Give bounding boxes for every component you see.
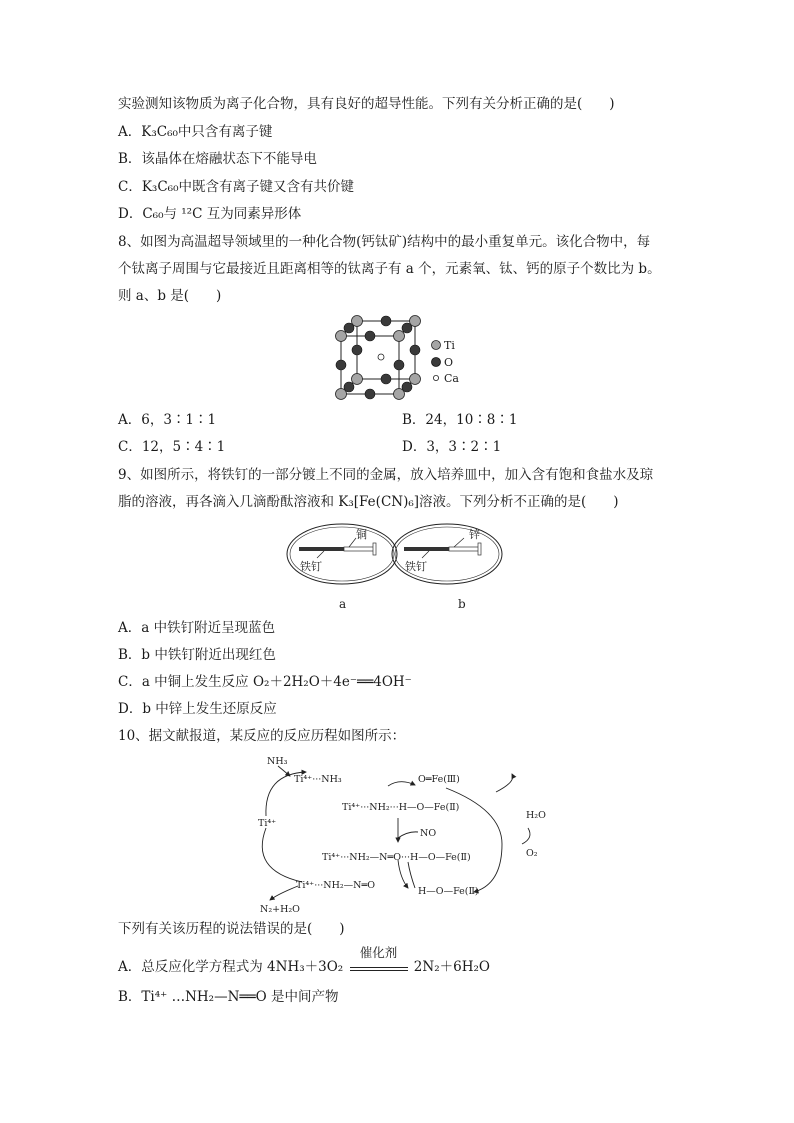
legend-ti: Ti bbox=[444, 339, 455, 352]
q7-stem: 实验测知该物质为离子化合物，具有良好的超导性能。下列有关分析正确的是( ) bbox=[118, 96, 615, 112]
q10-question: 下列有关该历程的说法错误的是( ) bbox=[118, 921, 345, 937]
q8-stem-line1: 8、如图为高温超导领域里的一种化合物(钙钛矿)结构中的最小重复单元。该化合物中，每 bbox=[118, 234, 651, 250]
nail-dishes-figure bbox=[284, 520, 506, 616]
dish-b-metal-label: 锌 bbox=[469, 528, 480, 541]
q9-option-d: D．b 中锌上发生还原反应 bbox=[118, 701, 277, 717]
q8-stem-line3: 则 a、b 是( ) bbox=[118, 288, 222, 304]
label-no: NO bbox=[420, 828, 437, 839]
dish-a-caption: a bbox=[339, 597, 347, 611]
q8-option-b: B．24，10∶8∶1 bbox=[402, 412, 518, 428]
q10-option-a bbox=[118, 945, 490, 976]
perovskite-cell-figure bbox=[326, 312, 476, 402]
q9-option-b: B．b 中铁钉附近出现红色 bbox=[118, 647, 276, 663]
label-species-3: Ti⁴⁺···NH₂—N═O···H—O—Fe(Ⅱ) bbox=[322, 852, 471, 863]
q9-stem-line2: 脂的溶液，再各滴入几滴酚酞溶液和 K₃[Fe(CN)₆]溶液。下列分析不正确的是( ) bbox=[118, 494, 619, 510]
legend-o: O bbox=[444, 356, 454, 369]
q8-option-a: A．6，3∶1∶1 bbox=[118, 412, 217, 428]
label-products: N₂+H₂O bbox=[260, 904, 300, 915]
label-species-4: Ti⁴⁺···NH₂—N═O bbox=[296, 880, 375, 891]
label-fe2: H—O—Fe(Ⅱ) bbox=[418, 886, 479, 897]
q7-option-d: D．C₆₀与 ¹²C 互为同素异形体 bbox=[118, 206, 302, 222]
q8-option-c: C．12，5∶4∶1 bbox=[118, 439, 226, 455]
catalyst-label: 催化剂 bbox=[359, 945, 398, 960]
label-ti: Ti⁴⁺ bbox=[258, 818, 277, 829]
dish-a-nail-label: 铁钉 bbox=[300, 560, 322, 573]
q10-stem: 10、据文献报道，某反应的反应历程如图所示： bbox=[118, 728, 406, 744]
q10-option-a-left: A．总反应化学方程式为 4NH₃＋3O₂ bbox=[118, 959, 344, 975]
label-species-1: Ti⁴⁺···NH₃ bbox=[294, 774, 342, 785]
q9-stem-line1: 9、如图所示，将铁钉的一部分镀上不同的金属，放入培养皿中，加入含有饱和食盐水及琼 bbox=[118, 467, 654, 483]
catalyst-arrow bbox=[350, 945, 408, 971]
q10-option-a-right: 2N₂＋6H₂O bbox=[413, 959, 490, 975]
dish-a-metal-label: 铜 bbox=[356, 528, 367, 541]
q7-option-b: B．该晶体在熔融状态下不能导电 bbox=[118, 151, 317, 167]
reaction-mechanism-diagram bbox=[250, 752, 560, 917]
dish-b-nail-label: 铁钉 bbox=[405, 560, 427, 573]
dish-b-caption: b bbox=[458, 597, 466, 611]
label-o2: O₂ bbox=[526, 848, 538, 859]
label-species-2: Ti⁴⁺···NH₂···H—O—Fe(Ⅱ) bbox=[342, 802, 460, 813]
legend-ca: Ca bbox=[444, 372, 459, 385]
q7-option-c: C．K₃C₆₀中既含有离子键又含有共价键 bbox=[118, 179, 354, 195]
q8-stem-line2: 个钛离子周围与它最接近且距离相等的钛离子有 a 个，元素氧、钛、钙的原子个数比为 b。 bbox=[118, 261, 661, 277]
label-nh3: NH₃ bbox=[267, 756, 288, 767]
q9-option-a: A．a 中铁钉附近呈现蓝色 bbox=[118, 620, 276, 636]
label-fe3: O═Fe(Ⅲ) bbox=[418, 774, 460, 785]
label-h2o: H₂O bbox=[526, 810, 546, 821]
q7-option-a: A．K₃C₆₀中只含有离子键 bbox=[118, 124, 273, 140]
q8-option-d: D．3，3∶2∶1 bbox=[402, 439, 502, 455]
q9-option-c: C．a 中铜上发生反应 O₂＋2H₂O＋4e⁻══4OH⁻ bbox=[118, 674, 412, 690]
q10-option-b: B．Ti⁴⁺ …NH₂—N══O 是中间产物 bbox=[118, 989, 339, 1005]
